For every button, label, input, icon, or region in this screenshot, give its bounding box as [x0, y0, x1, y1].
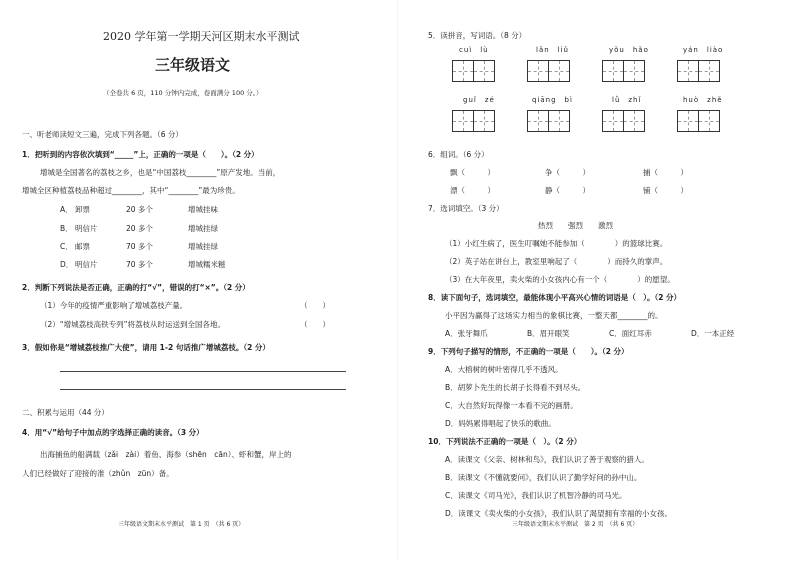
- pinyin-2: lǎn liǔ: [536, 46, 569, 54]
- pinyin-6: qiāng bì: [532, 96, 573, 104]
- pinyin-1: cuì lù: [459, 46, 489, 54]
- q6-word-2[interactable]: 争（ ）: [545, 168, 590, 177]
- pinyin-7: lǜ zhǐ: [612, 96, 642, 104]
- option-col-3: 增城挂绿: [188, 242, 218, 251]
- page-divider: [397, 0, 398, 561]
- option-col-2: 20 多个: [126, 205, 153, 214]
- q7-sentence-1[interactable]: （1）小红生病了，医生叮嘱她不能参加（ ）的篮球比赛。: [445, 239, 668, 248]
- question-9: 9．下列句子描写的情形，不正确的一项是（ ）。（2 分）: [428, 347, 629, 356]
- write-box-4[interactable]: [677, 60, 719, 82]
- q2-answer-1[interactable]: （ ）: [300, 301, 330, 310]
- option-col-1: 邮票: [75, 242, 90, 251]
- option-col-1: 卸票: [75, 205, 90, 214]
- q10-option-a[interactable]: A．读课文《父亲、树林和鸟》，我们认识了善于观察的猎人。: [445, 455, 649, 464]
- q1-passage-line-2: 增城全区种植荔枝品种超过________，其中“________”最为珍贵。: [22, 186, 240, 195]
- q7-word-choices: 热烈 强烈 激烈: [538, 221, 613, 230]
- q9-option-b[interactable]: B．胡萝卜先生的长胡子长得看不到尽头。: [445, 383, 586, 392]
- q2-statement-1: （1）今年的疫情严重影响了增城荔枝产量。: [40, 301, 188, 310]
- write-box-1[interactable]: [452, 60, 494, 82]
- subject-title: 三年级语文: [155, 56, 231, 74]
- q10-option-c[interactable]: C．读课文《司马光》，我们认识了机智冷静的司马光。: [445, 491, 627, 500]
- option-letter: C．: [60, 242, 73, 251]
- write-box-8[interactable]: [677, 110, 719, 132]
- q9-option-c[interactable]: C．大自然好玩得像一本看不完的画册。: [445, 401, 578, 410]
- question-7: 7．选词填空。（3 分）: [428, 204, 504, 213]
- option-col-2: 70 多个: [126, 260, 153, 269]
- option-col-3: 增城挂绿: [188, 224, 218, 233]
- q8-option-b[interactable]: B．眉开眼笑: [527, 329, 570, 338]
- left-page-footer: 三年级语文期末水平测试 第 1 页 （共 6 页）: [118, 521, 245, 528]
- section-1-heading: 一、听老师读短文三遍，完成下列各题。（6 分）: [22, 130, 183, 139]
- option-col-2: 20 多个: [126, 224, 153, 233]
- question-1: 1．把听到的内容依次填到“_____”上，正确的一项是（ ）。（2 分）: [22, 150, 259, 159]
- q8-option-c[interactable]: C．面红耳赤: [609, 329, 652, 338]
- q2-statement-2: （2）“增城荔枝高铁专列”将荔枝从时运送到全国各地。: [40, 320, 226, 329]
- q8-option-d[interactable]: D．一本正经: [691, 329, 735, 338]
- q8-sentence: 小平因为赢得了这场实力相当的象棋比赛，一整天都________的。: [445, 311, 663, 320]
- question-5: 5．读拼音，写词语。（8 分）: [428, 31, 527, 40]
- q10-option-b[interactable]: B．读课文《不懂就要问》，我们认识了勤学好问的孙中山。: [445, 473, 642, 482]
- option-col-2: 70 多个: [126, 242, 153, 251]
- pinyin-5: guǐ zé: [463, 96, 495, 104]
- write-box-7[interactable]: [602, 110, 644, 132]
- q3-answer-line-1[interactable]: [60, 371, 346, 372]
- q9-option-a[interactable]: A．大榕树的树叶密得几乎不透风。: [445, 365, 563, 374]
- option-letter: D．: [60, 260, 74, 269]
- write-box-2[interactable]: [527, 60, 569, 82]
- q7-sentence-2[interactable]: （2）英子站在讲台上，教室里响起了（ ）而持久的掌声。: [445, 257, 668, 266]
- right-page-footer: 三年级语文期末水平测试 第 2 页 （共 6 页）: [512, 521, 639, 528]
- write-box-6[interactable]: [527, 110, 569, 132]
- q4-sentence-line-2[interactable]: 人们已经做好了迎接的准（zhǔn zūn）备。: [22, 469, 174, 478]
- section-2-heading: 二、积累与运用（44 分）: [22, 408, 109, 417]
- q8-option-a[interactable]: A．张牙舞爪: [445, 329, 488, 338]
- pinyin-3: yǒu hǎo: [609, 46, 649, 54]
- q6-word-4[interactable]: 漂（ ）: [450, 186, 495, 195]
- exam-note: （全卷共 6 页，110 分钟内完成，卷面满分 100 分。）: [103, 89, 263, 97]
- option-col-3: 增城挂味: [188, 205, 218, 214]
- question-2: 2．判断下列说法是否正确，正确的打“√”，错误的打“×”。（2 分）: [22, 283, 250, 292]
- question-8: 8．读下面句子，选词填空，最能体现小平高兴心情的词语是（ ）。（2 分）: [428, 293, 682, 302]
- question-3: 3．假如你是“增城荔枝推广大使”，请用 1-2 句话推广增城荔枝。（2 分）: [22, 343, 270, 352]
- q7-sentence-3[interactable]: （3）在大年夜里，卖火柴的小女孩内心有一个（ ）的愿望。: [445, 275, 675, 284]
- q1-passage-line-1: 增城是全国著名的荔枝之乡，也是“中国荔枝________”原产发地。当前，: [40, 168, 281, 177]
- option-col-1: 明信片: [75, 224, 98, 233]
- option-letter: B．: [60, 224, 73, 233]
- write-box-5[interactable]: [452, 110, 494, 132]
- exam-title: 2020 学年第一学期天河区期末水平测试: [103, 30, 300, 43]
- question-10: 10．下列说法不正确的一项是（ ）。（2 分）: [428, 437, 582, 446]
- option-letter: A．: [60, 205, 73, 214]
- pinyin-4: yán liào: [683, 46, 724, 54]
- q4-sentence-line-1[interactable]: 出海捕鱼的船满载（zǎi zài）着鱼、海参（shēn cān）、虾和蟹，岸上的: [40, 450, 292, 459]
- q9-option-d[interactable]: D．妈妈累得唱起了快乐的歌曲。: [445, 419, 556, 428]
- q6-word-6[interactable]: 铺（ ）: [643, 186, 688, 195]
- q2-answer-2[interactable]: （ ）: [300, 320, 330, 329]
- q6-word-5[interactable]: 静（ ）: [545, 186, 590, 195]
- question-4: 4．用“√”给句子中加点的字选择正确的读音。（3 分）: [22, 428, 204, 437]
- q6-word-1[interactable]: 飘（ ）: [450, 168, 495, 177]
- q6-word-3[interactable]: 捕（ ）: [643, 168, 688, 177]
- pinyin-8: huò zhě: [683, 96, 723, 104]
- write-box-3[interactable]: [602, 60, 644, 82]
- option-col-3: 增城糯米糍: [188, 260, 226, 269]
- question-6: 6．组词。（6 分）: [428, 150, 489, 159]
- q3-answer-line-2[interactable]: [60, 389, 346, 390]
- q10-option-d[interactable]: D．读课文《卖火柴的小女孩》，我们认识了渴望拥有幸福的小女孩。: [445, 509, 673, 518]
- option-col-1: 明信片: [75, 260, 98, 269]
